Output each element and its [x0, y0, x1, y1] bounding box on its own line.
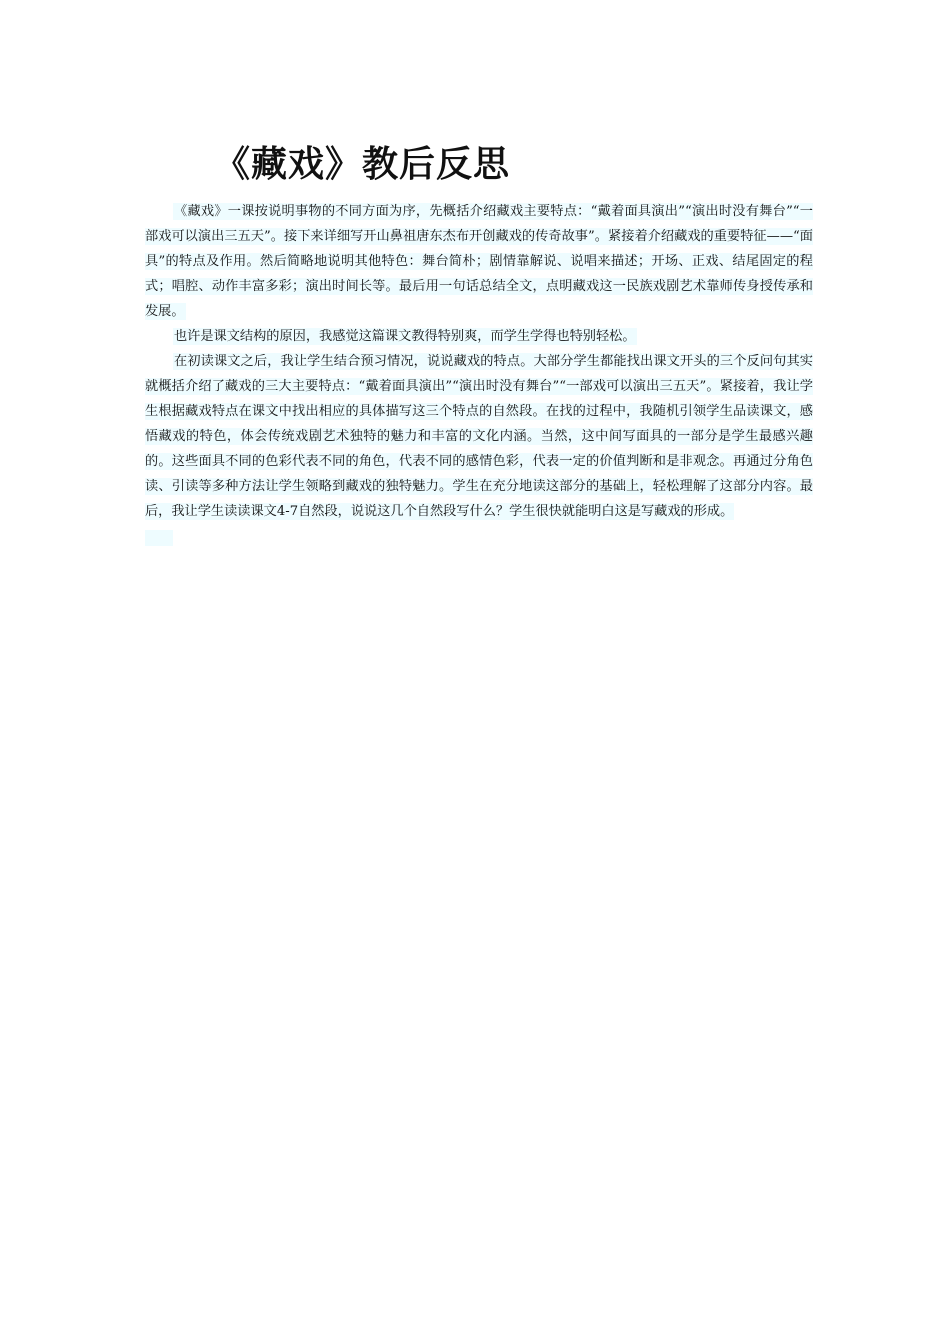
paragraph-3	[145, 349, 813, 524]
paragraph-2	[145, 324, 813, 349]
paragraph-1-text: 《藏戏》一课按说明事物的不同方面为序，先概括介绍藏戏主要特点：“戴着面具演出”“演出时没有舞台”“一部戏可以演出三五天”。接下来详细写开山鼻祖唐东杰布开创藏戏的传奇故事”。紧接着介绍藏戏的重要特征——“面具”的特点及作用。然后简略地说明其他特色：舞台简朴；剧情靠解说、说唱来描述；开场、正戏、结尾固定的程式；唱腔、动作丰富多彩；演出时间长等。最后用一句话总结全文，点明藏戏这一民族戏剧艺术靠师传身授传承和发展。	[145, 204, 813, 319]
paragraph-3-text: 在初读课文之后，我让学生结合预习情况，说说藏戏的特点。大部分学生都能找出课文开头的三个反问句其实就概括介绍了藏戏的三大主要特点：“戴着面具演出”“演出时没有舞台”“一部戏可以演出三五天”。紧接着，我让学生根据藏戏特点在课文中找出相应的具体描写这三个特点的自然段。在找的过程中，我随机引领学生品读课文，感悟藏戏的特色，体会传统戏剧艺术独特的魅力和丰富的文化内涵。当然，这中间写面具的一部分是学生最感兴趣的。这些面具不同的色彩代表不同的角色，代表不同的感情色彩，代表一定的价值判断和是非观念。再通过分角色读、引读等多种方法让学生领略到藏戏的独特魅力。学生在充分地读这部分的基础上，轻松理解了这部分内容。最后，我让学生读读课文4-7自然段，说说这几个自然段写什么？学生很快就能明白这是写藏戏的形成。	[145, 354, 813, 519]
document-body	[145, 199, 813, 546]
paragraph-2-text: 也许是课文结构的原因，我感觉这篇课文教得特别爽，而学生学得也特别轻松。	[174, 329, 636, 344]
document-title: 《藏戏》教后反思	[214, 143, 511, 185]
paragraph-1	[145, 199, 813, 324]
empty-paragraph-highlight	[145, 530, 173, 546]
